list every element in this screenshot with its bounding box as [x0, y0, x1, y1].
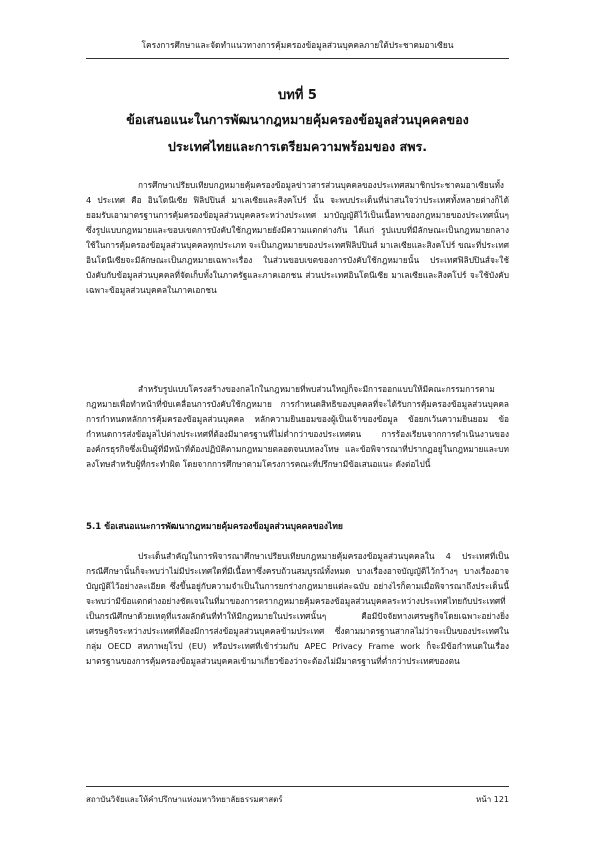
chapter-title-line2: ประเทศไทยและการเตรียมความพร้อมของ สพร.: [167, 139, 428, 154]
section-heading: 5.1 ข้อเสนอแนะการพัฒนากฎหมายคุ้มครองข้อมูลส่วนบุคคลของไทย: [86, 522, 343, 532]
footer-divider: [86, 786, 509, 787]
header-divider: [86, 58, 509, 59]
paragraph-3: ประเด็นสำคัญในการพิจารณาศึกษาเปรียบเทียบกฎหมายคุ้มครองข้อมูลส่วนบุคคลใน 4 ประเทศที่เป็นกรณีศึกษานั้นก็จะพบว่าไม่มีประเทศใดที่มีเนื้อหาซึ่งครบถ้วนสมบูรณ์ทั้งหมด บางเรื่องอาจบัญญัติไว้กว้างๆ บางเรื่องอาจบัญญัติไว้อย่างละเอียด ซึ่งขึ้นอยู่กับความจำเป็นในการยกร่างกฎหมายแต่ละฉบับ อย่างไรก็ตามเมื่อพิจารณาถึงประเด็นนี้จะพบว่ามีข้อแตกต่างอย่างชัดเจนในที่มาของการตรากฎหมายคุ้มครองข้อมูลส่วนบุคคลระหว่างประเทศไทยกับประเทศที่เป็นกรณีศึกษาด้วยเหตุที่แรงผลักดันที่ทำให้มีกฎหมายในประเทศนั้นๆ คือมีปัจจัยทางเศรษฐกิจโดยเฉพาะอย่างยิ่งเศรษฐกิจระหว่างประเทศที่ต้องมีการส่งข้อมูลส่วนบุคคลข้ามประเทศ ซึ่งตามมาตรฐานสากลไม่ว่าจะเป็นของประเทศในกลุ่ม OECD สหภาพยุโรป (EU) หรือประเทศที่เข้าร่วมกับ APEC Privacy Frame work ก็จะมีข้อกำหนดในเรื่องมาตรฐานของการคุ้มครองข้อมูลส่วนบุคคลเข้ามาเกี่ยวข้องว่าจะต้องไม่มีมาตรฐานที่ต่ำกว่าประเทศของตน: [86, 551, 509, 666]
running-header: โครงการศึกษาและจัดทำแนวทางการคุ้มครองข้อมูลส่วนบุคคลภายใต้ประชาคมอาเซียน: [141, 40, 454, 50]
paragraph-1: การศึกษาเปรียบเทียบกฎหมายคุ้มครองข้อมูลข่าวสารส่วนบุคคลของประเทศสมาชิกประชาคมอาเซียนทั้ง 4 ประเทศ คือ อินโดนีเซีย ฟิลิปปินส์ มาเลเซียและสิงคโปร์ นั้น จะพบประเด็นที่น่าสนใจว่าประเทศทั้งหลายต่างก็ได้ยอมรับเอามาตรฐานการคุ้มครองข้อมูลส่วนบุคคลระหว่างประเทศ มาบัญญัติไว้เป็นเนื้อหาของกฎหมายของประเทศนั้นๆ ซึ่งรูปแบบกฎหมายและขอบเขตการบังคับใช้กฎหมายยังมีความแตกต่างกัน ได้แก่ รูปแบบที่มีลักษณะเป็นกฎหมายกลางใช้ในการคุ้มครองข้อมูลส่วนบุคคลทุกประเภท จะเป็นกฎหมายของประเทศฟิลิปปินส์ มาเลเซียและสิงคโปร์ ขณะที่ประเทศอินโดนีเซียจะมีลักษณะเป็นกฎหมายเฉพาะเรื่อง ในส่วนขอบเขตของการบังคับใช้กฎหมายนั้น ประเทศฟิลิปปินส์จะใช้บังคับกับข้อมูลส่วนบุคคลที่จัดเก็บทั้งในภาครัฐและภาคเอกชน ส่วนประเทศอินโดนีเซีย มาเลเซียและสิงคโปร์ จะใช้บังคับเฉพาะข้อมูลส่วนบุคคลในภาคเอกชน: [86, 180, 509, 295]
page-number: หน้า 121: [475, 795, 509, 804]
chapter-number: บทที่ 5: [278, 88, 317, 103]
chapter-title-line1: ข้อเสนอแนะในการพัฒนากฎหมายคุ้มครองข้อมูลส่วนบุคคลของ: [126, 112, 469, 127]
paragraph-2: สำหรับรูปแบบโครงสร้างของกลไกในกฎหมายที่พบส่วนใหญ่ก็จะมีการออกแบบให้มีคณะกรรมการตามกฎหมายเพื่อทำหน้าที่ขับเคลื่อนการบังคับใช้กฎหมาย การกำหนดสิทธิของบุคคลที่จะได้รับการคุ้มครองข้อมูลส่วนบุคคล การกำหนดหลักการคุ้มครองข้อมูลส่วนบุคคล หลักความยินยอมของผู้เป็นเจ้าของข้อมูล ข้อยกเว้นความยินยอม ข้อกำหนดการส่งข้อมูลไปต่างประเทศที่ต้องมีมาตรฐานที่ไม่ต่ำกว่าของประเทศตน การร้องเรียนจากการดำเนินงานขององค์กรธุรกิจซึ่งเป็นผู้ที่มีหน้าที่ต้องปฏิบัติตามกฎหมายตลอดจนบทลงโทษ และข้อพิจารณาที่ปรากฏอยู่ในกฎหมายและบทลงโทษสำหรับผู้ที่กระทำผิด โดยจากการศึกษาตามโครงการคณะที่ปรึกษามีข้อเสนอแนะ ดังต่อไปนี้: [86, 384, 509, 469]
footer-institution: สถาบันวิจัยและให้คำปรึกษาแห่งมหาวิทยาลัยธรรมศาสตร์: [86, 795, 283, 804]
